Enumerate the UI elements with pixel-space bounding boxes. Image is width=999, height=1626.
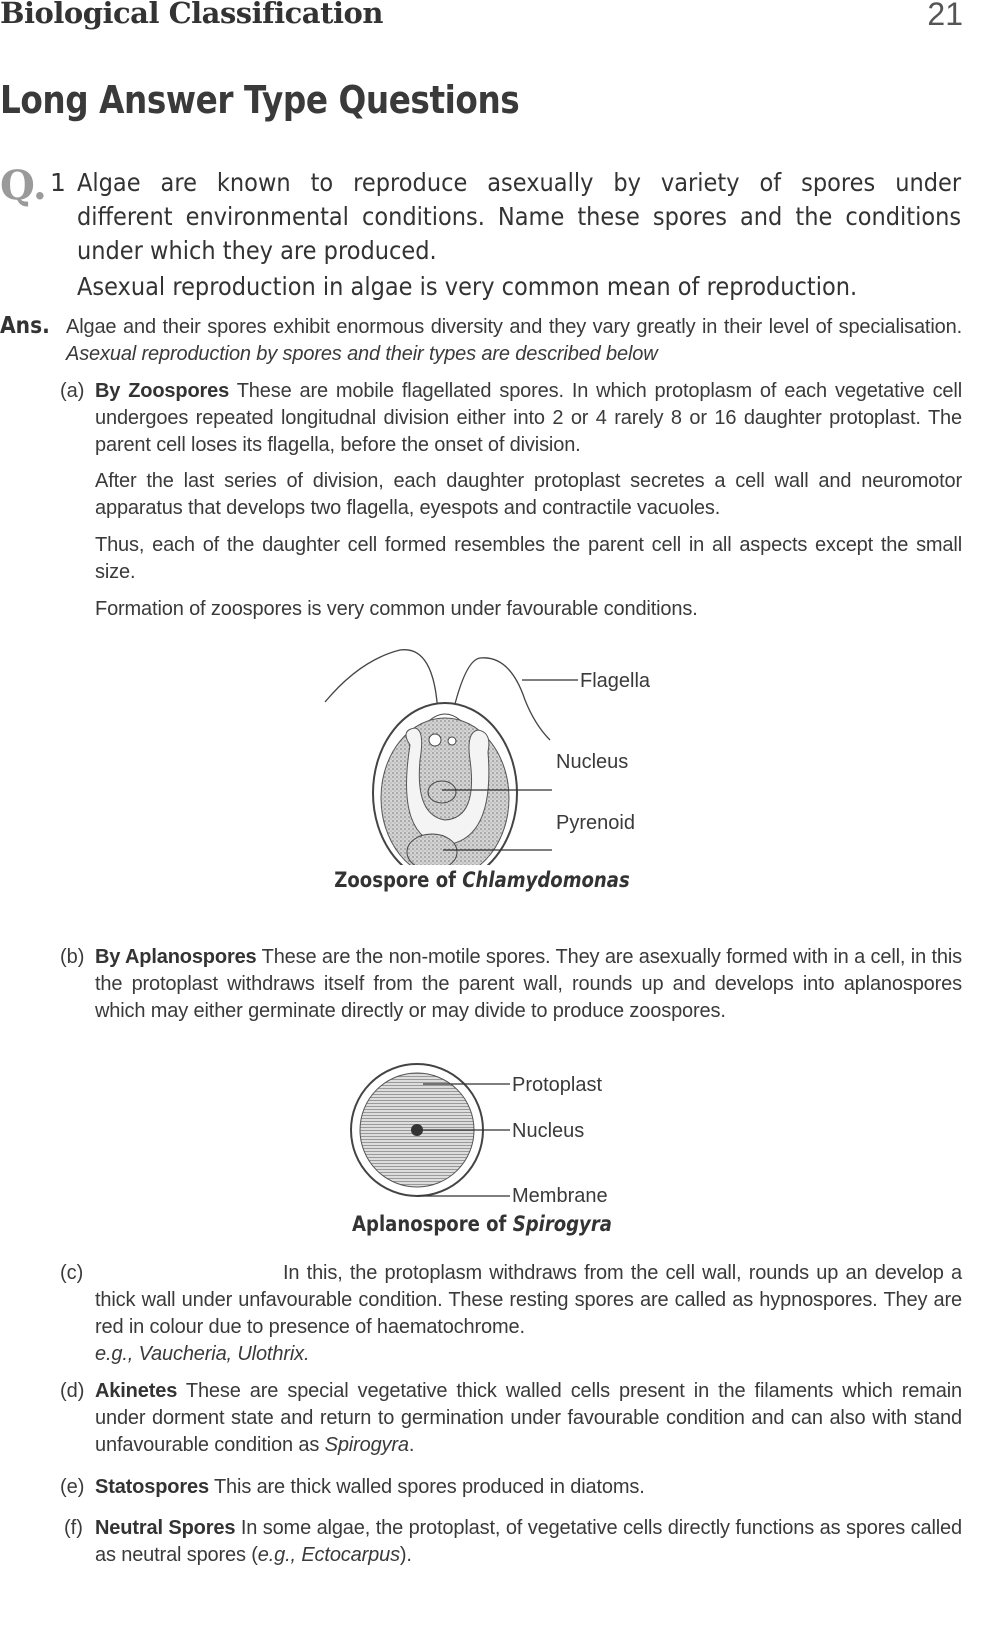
item-e-title: Statospores xyxy=(95,1476,209,1498)
item-c-example xyxy=(95,1341,962,1368)
item-f-text xyxy=(95,1515,962,1569)
label-pyrenoid: Pyrenoid xyxy=(556,812,635,834)
item-b-title: By Aplanospores xyxy=(95,946,257,968)
caption-text: Aplanospore of xyxy=(352,1212,507,1236)
item-b-text xyxy=(95,944,962,1025)
item-d-end: . xyxy=(408,1434,415,1456)
label-protoplast: Protoplast xyxy=(512,1074,603,1096)
item-b-body: These are the non-motile spores. They are asexually formed with in a cell, in this the protoplast withdraws itself from the parent wall, rounds up and develops into aplanospores which may either germinate directly or may divide to produce zoospores. xyxy=(95,946,963,1022)
label-nucleus: Nucleus xyxy=(556,751,629,773)
aplanospore-diagram xyxy=(345,1060,515,1210)
item-d-italic: Spirogyra xyxy=(324,1434,409,1456)
label-nucleus: Nucleus xyxy=(512,1120,585,1142)
item-d-text xyxy=(95,1378,962,1459)
item-f-title: Neutral Spores xyxy=(95,1517,236,1539)
figure-caption-zoospore xyxy=(310,868,654,892)
question-line: Algae are known to reproduce asexually by variety of spores under xyxy=(77,168,962,197)
answer-marker: Ans. xyxy=(0,313,50,339)
question-text xyxy=(77,166,962,268)
item-a-title: By Zoospores xyxy=(95,380,230,402)
question-marker: Q. xyxy=(0,162,47,209)
question-line: under which they are produced. xyxy=(77,236,437,265)
item-f-body: In some algae, the protoplast, of vegetative cells directly functions as spores called as neutral spores ( xyxy=(95,1517,962,1566)
caption-italic: Spirogyra xyxy=(512,1212,612,1236)
figure-caption-aplanospore xyxy=(310,1212,654,1236)
item-label-f: (f) xyxy=(64,1517,83,1539)
item-d-title: Akinetes xyxy=(95,1380,178,1402)
page-number: 21 xyxy=(927,0,963,32)
item-a-text xyxy=(95,378,962,459)
item-label-b: (b) xyxy=(60,946,85,968)
item-f-italic: e.g., Ectocarpus xyxy=(257,1544,400,1566)
item-a-para: Thus, each of the daughter cell formed resembles the parent cell in all aspects except the small size. xyxy=(95,534,962,583)
label-membrane: Membrane xyxy=(512,1185,608,1207)
item-label-e: (e) xyxy=(60,1476,85,1498)
item-f-end: ). xyxy=(399,1544,412,1566)
eg-prefix: e.g., xyxy=(95,1343,134,1365)
intro-text: Algae and their spores exhibit enormous diversity and they vary greatly in their level of specialisation. xyxy=(66,316,962,338)
answer-intro xyxy=(66,314,962,368)
section-title: Long Answer Type Questions xyxy=(0,78,520,122)
intro-italic: Asexual reproduction by spores and their types are described below xyxy=(66,343,658,365)
item-c-text xyxy=(95,1260,962,1341)
item-label-c: (c) xyxy=(60,1262,84,1284)
item-label-a: (a) xyxy=(60,380,85,402)
eyespot-vacuole xyxy=(429,734,441,746)
question-note: Asexual reproduction in algae is very common mean of reproduction. xyxy=(77,272,858,301)
question-number: 1 xyxy=(50,168,66,197)
item-label-d: (d) xyxy=(60,1380,85,1402)
item-e-body: This are thick walled spores produced in diatoms. xyxy=(213,1476,645,1498)
label-flagella: Flagella xyxy=(580,670,651,692)
chapter-header: Biological Classification xyxy=(0,0,383,30)
item-a-para: Formation of zoospores is very common under favourable conditions. xyxy=(95,598,698,620)
nucleus xyxy=(428,781,456,803)
flagellum-left xyxy=(325,650,438,716)
caption-italic: Chlamydomonas xyxy=(462,868,630,892)
caption-text: Zoospore of xyxy=(334,868,456,892)
eg-species: Vaucheria, Ulothrix. xyxy=(138,1343,310,1365)
question-line: different environmental conditions. Name these spores and the conditions xyxy=(77,202,962,231)
item-a-body: These are mobile flagellated spores. In which protoplasm of each vegetative cell undergoes repeated longitudnal division either into 2 or 4 rarely 8 or 16 daughter protoplast. The parent cell loses its flagella, before the onset of division. xyxy=(95,380,962,456)
item-e-text xyxy=(95,1474,962,1501)
item-a-para: After the last series of division, each daughter protoplast secretes a cell wall and neuromotor apparatus that develops two flagella, eyespots and contractile vacuoles. xyxy=(95,470,962,519)
item-c-body: In this, the protoplasm withdraws from the cell wall, rounds up an develop a thick wall under unfavourable condition. These resting spores are called as hypnospores. They are red in colour due to presence of haematochrome. xyxy=(95,1262,962,1338)
item-d-body: These are special vegetative thick walled cells present in the filaments which remain under dorment state and return to germination under favourable condition and can also with stand unfavourable condition as xyxy=(95,1380,962,1456)
